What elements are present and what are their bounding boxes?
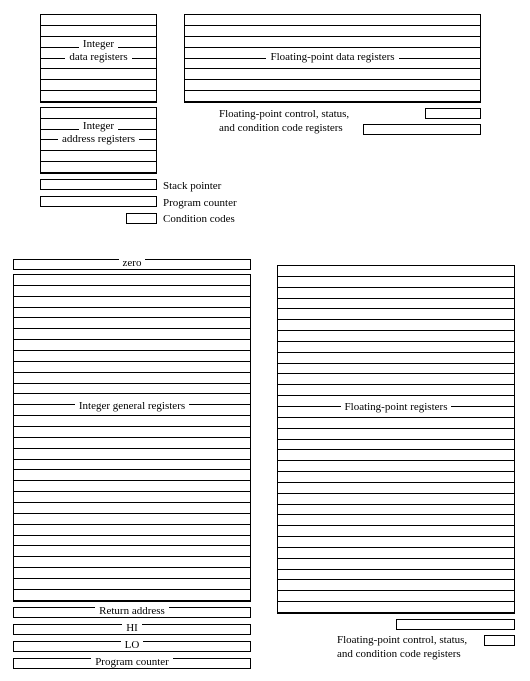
- register-row: [41, 59, 156, 70]
- register-row: [14, 394, 250, 405]
- register-row: [185, 48, 480, 59]
- hi-register: [13, 624, 251, 635]
- register-row: [41, 130, 156, 141]
- register-row: [14, 449, 250, 460]
- hi-text: HI: [122, 622, 142, 634]
- zero-register-label: [14, 258, 250, 269]
- lo-text: LO: [121, 639, 144, 651]
- register-row: [278, 277, 514, 288]
- register-row: [41, 48, 156, 59]
- register-row: [278, 320, 514, 331]
- fp-status-register-box: [363, 124, 481, 135]
- register-row: [14, 557, 250, 568]
- register-row: [41, 162, 156, 173]
- register-row: [14, 481, 250, 492]
- register-row: [185, 15, 480, 26]
- register-row: [278, 418, 514, 429]
- stack-pointer-label: Stack pointer: [163, 180, 222, 192]
- fp-label-text: Floating-point registers: [341, 401, 452, 414]
- fp-control-register-box-bottom: [396, 619, 515, 630]
- register-row: [14, 275, 250, 286]
- register-row: [14, 460, 250, 471]
- floating-point-data-register-file: [184, 14, 481, 103]
- register-row: [14, 286, 250, 297]
- register-row: [14, 373, 250, 384]
- register-row: [14, 308, 250, 319]
- program-counter-register-top: [40, 196, 157, 207]
- condition-codes-label: Condition codes: [163, 213, 235, 225]
- register-row: [185, 80, 480, 91]
- stack-pointer-register: [40, 179, 157, 190]
- return-address-register: [13, 607, 251, 618]
- register-row: [278, 526, 514, 537]
- register-row: [278, 591, 514, 602]
- register-row: [185, 59, 480, 70]
- fp-csr-line1: Floating-point control, status,: [219, 108, 350, 120]
- register-row: [185, 91, 480, 102]
- register-row: [278, 602, 514, 613]
- lo-label: [14, 640, 250, 651]
- integer-address-label-line2: address registers: [58, 133, 139, 146]
- register-row: [278, 331, 514, 342]
- register-row: [185, 69, 480, 80]
- condition-codes-register: [126, 213, 157, 224]
- register-row: [185, 26, 480, 37]
- register-row: [14, 546, 250, 557]
- register-row: [278, 450, 514, 461]
- fp-control-status-label-bottom: [337, 633, 467, 661]
- fp-control-status-label-top: [219, 107, 349, 135]
- register-row: [278, 505, 514, 516]
- register-row: [41, 140, 156, 151]
- register-row: [14, 525, 250, 536]
- register-row: [14, 427, 250, 438]
- integer-data-label-line1: Integer: [79, 38, 118, 51]
- hi-label: [14, 623, 250, 634]
- register-row: [278, 309, 514, 320]
- register-row: [278, 396, 514, 407]
- register-row: [14, 362, 250, 373]
- program-counter-bottom-text: Program counter: [91, 656, 173, 668]
- register-row: [41, 37, 156, 48]
- program-counter-label-bottom: [14, 657, 250, 668]
- fp-status-register-box-bottom: [484, 635, 515, 646]
- register-row: [14, 590, 250, 601]
- register-row: [14, 470, 250, 481]
- register-row: [14, 318, 250, 329]
- fp-control-register-box: [425, 108, 481, 119]
- register-row: [41, 26, 156, 37]
- zero-label-text: zero: [119, 257, 146, 269]
- register-row: [14, 297, 250, 308]
- register-row: [278, 537, 514, 548]
- register-row: [278, 299, 514, 310]
- register-row: [41, 69, 156, 80]
- register-row: [278, 548, 514, 559]
- register-row: [278, 342, 514, 353]
- register-row: [278, 515, 514, 526]
- register-row: [41, 80, 156, 91]
- fp-csr-bottom-line1: Floating-point control, status,: [337, 634, 468, 646]
- register-row: [14, 416, 250, 427]
- register-row: [278, 483, 514, 494]
- fp-csr-bottom-line2: and condition code registers: [337, 648, 461, 660]
- register-row: [278, 353, 514, 364]
- register-row: [14, 492, 250, 503]
- register-row: [14, 340, 250, 351]
- register-row: [278, 440, 514, 451]
- lo-register: [13, 641, 251, 652]
- register-row: [278, 407, 514, 418]
- register-row: [14, 579, 250, 590]
- register-row: [278, 288, 514, 299]
- register-row: [278, 494, 514, 505]
- register-row: [14, 568, 250, 579]
- integer-data-register-file: [40, 14, 157, 103]
- register-row: [14, 503, 250, 514]
- register-row: [278, 364, 514, 375]
- register-row: [278, 374, 514, 385]
- integer-data-label-line2: data registers: [65, 51, 131, 64]
- register-row: [41, 91, 156, 102]
- register-row: [14, 514, 250, 525]
- zero-register: [13, 259, 251, 270]
- register-row: [41, 108, 156, 119]
- register-row: [41, 15, 156, 26]
- floating-point-register-file: [277, 265, 515, 614]
- register-row: [14, 438, 250, 449]
- register-row: [185, 37, 480, 48]
- register-row: [278, 580, 514, 591]
- return-address-label: [14, 606, 250, 617]
- return-address-text: Return address: [95, 605, 169, 617]
- program-counter-label-top: Program counter: [163, 197, 237, 209]
- integer-address-label-line1: Integer: [79, 120, 118, 133]
- register-row: [278, 472, 514, 483]
- register-row: [278, 570, 514, 581]
- register-row: [278, 559, 514, 570]
- register-row: [14, 405, 250, 416]
- fp-csr-line2: and condition code registers: [219, 122, 343, 134]
- register-row: [41, 151, 156, 162]
- integer-address-register-file: [40, 107, 157, 174]
- register-row: [14, 329, 250, 340]
- integer-general-register-file: [13, 274, 251, 602]
- register-row: [278, 266, 514, 277]
- register-row: [41, 119, 156, 130]
- register-row: [14, 351, 250, 362]
- register-row: [14, 536, 250, 547]
- register-row: [278, 385, 514, 396]
- int-gen-label-text: Integer general registers: [75, 400, 189, 413]
- register-row: [278, 461, 514, 472]
- fp-data-label-text: Floating-point data registers: [266, 51, 398, 64]
- register-row: [14, 384, 250, 395]
- program-counter-register-bottom: [13, 658, 251, 669]
- register-row: [278, 429, 514, 440]
